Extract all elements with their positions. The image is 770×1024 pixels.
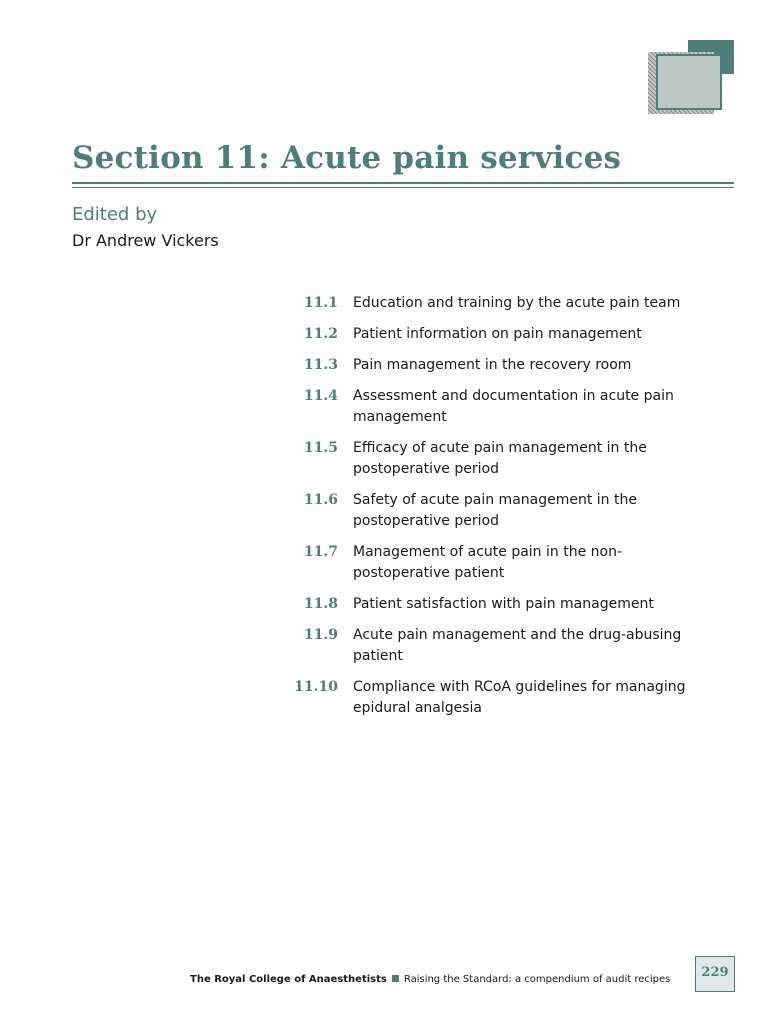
entry-title: Management of acute pain in the non-postoperative patient — [353, 544, 623, 581]
entry-number: 11.3 — [303, 357, 338, 373]
entry-title: Education and training by the acute pain team — [353, 295, 681, 311]
contents-entry — [272, 490, 712, 532]
entry-title: Acute pain management and the drug-abusing patient — [353, 627, 682, 664]
edited-by-label: Edited by — [72, 204, 158, 225]
entry-number: 11.1 — [303, 295, 338, 311]
entry-title: Patient information on pain management — [353, 326, 642, 342]
entry-number: 11.7 — [303, 544, 338, 560]
entry-title: Assessment and documentation in acute pain management — [353, 388, 674, 425]
entry-title: Compliance with RCoA guidelines for managing epidural analgesia — [353, 679, 686, 716]
entry-number: 11.10 — [294, 679, 338, 695]
page-footer — [190, 974, 670, 985]
contents-entry — [272, 625, 712, 667]
footer-organization: The Royal College of Anaesthetists — [190, 974, 387, 985]
footer-publication: Raising the Standard: a compendium of audit recipes — [403, 974, 671, 985]
entry-number: 11.9 — [303, 627, 338, 643]
title-rule — [72, 182, 734, 184]
contents-list — [272, 293, 712, 729]
section-title: Section 11: Acute pain services — [72, 140, 622, 176]
contents-entry — [272, 438, 712, 480]
entry-title: Safety of acute pain management in the postoperative period — [353, 492, 637, 529]
contents-entry — [272, 386, 712, 428]
contents-entry — [272, 293, 712, 314]
entry-number: 11.6 — [303, 492, 338, 508]
entry-number: 11.4 — [303, 388, 338, 404]
logo-front-square — [656, 54, 722, 110]
entry-title: Pain management in the recovery room — [353, 357, 632, 373]
contents-entry — [272, 324, 712, 345]
contents-entry — [272, 594, 712, 615]
entry-title: Patient satisfaction with pain management — [353, 596, 654, 612]
stacked-squares-icon — [648, 40, 736, 116]
page-number: 229 — [695, 956, 735, 992]
square-bullet-icon — [392, 975, 399, 982]
entry-number: 11.5 — [303, 440, 338, 456]
title-rule-thin — [72, 187, 734, 188]
entry-number: 11.2 — [303, 326, 338, 342]
entry-number: 11.8 — [303, 596, 338, 612]
contents-entry — [272, 677, 712, 719]
contents-entry — [272, 355, 712, 376]
editor-name: Dr Andrew Vickers — [72, 231, 219, 250]
entry-title: Efficacy of acute pain management in the postoperative period — [353, 440, 647, 477]
contents-entry — [272, 542, 712, 584]
